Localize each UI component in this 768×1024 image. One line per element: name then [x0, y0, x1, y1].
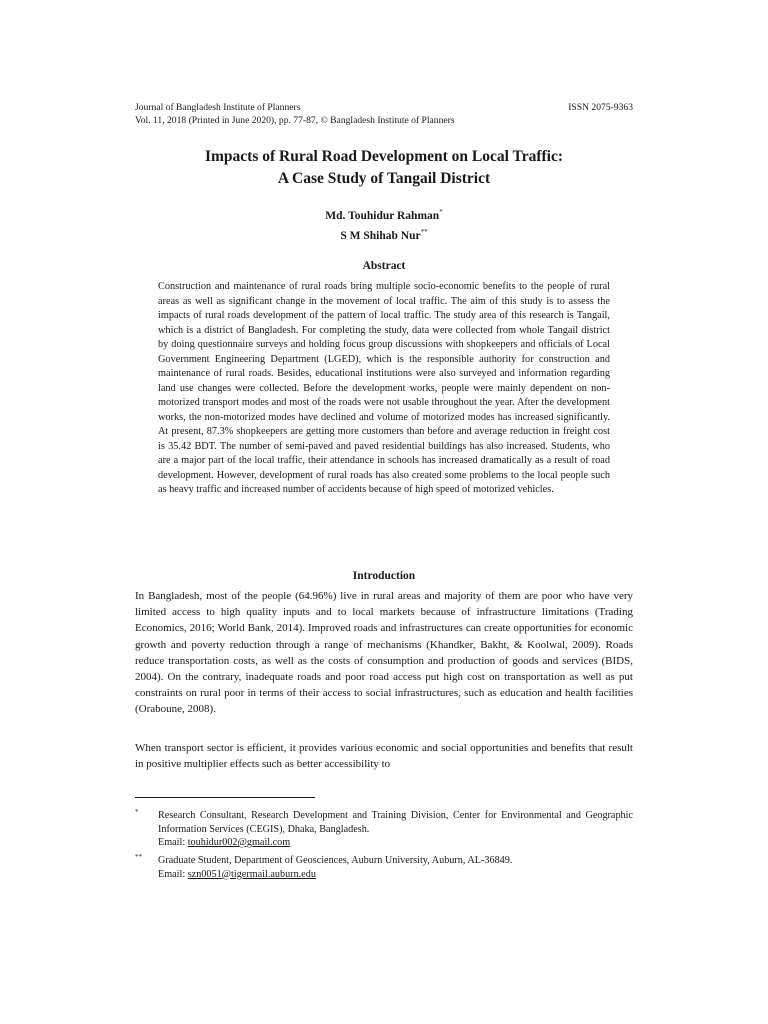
author-2: S M Shihab Nur** [340, 227, 428, 242]
author-1: Md. Touhidur Rahman* [325, 208, 443, 222]
footnote-1-email-link[interactable]: touhidur002@gmail.com [187, 837, 291, 848]
footnote-1-text: Research Consultant, Research Development and Training Division, Center for Environmental and Geographic Information Services (CEGIS), Dhaka, Bangladesh. [158, 810, 633, 835]
journal-header [135, 101, 633, 127]
author-1-footnote-mark: * [439, 208, 443, 216]
volume-line: Vol. 11, 2018 (Printed in June 2020), pp. 77-87, © Bangladesh Institute of Planners [135, 115, 455, 126]
issn: ISSN 2075-9363 [568, 102, 633, 113]
journal-name: Journal of Bangladesh Institute of Planners [135, 102, 301, 113]
footnote-2-email-link[interactable]: szn0051@tigermail.auburn.edu [187, 868, 316, 880]
intro-paragraph-2: When transport sector is efficient, it provides various economic and social opportunities and benefits that result in positive multiplier effects such as better accessibility to [135, 742, 633, 771]
footnote-2-email-label: Email: [158, 868, 188, 880]
abstract-heading: Abstract [362, 260, 406, 272]
footnote-2-text: Graduate Student, Department of Geosciences, Auburn University, Auburn, AL-36849. [158, 855, 513, 866]
footnote-2-mark: ** [135, 853, 142, 861]
footnote-1-email-label: Email: [158, 837, 188, 848]
introduction-heading: Introduction [352, 570, 416, 582]
footnote-2 [135, 854, 633, 881]
paper-title [100, 146, 668, 190]
footnote-1 [135, 809, 633, 850]
title-line-2: A Case Study of Tangail District [277, 170, 491, 187]
title-line-1: Impacts of Rural Road Development on Local Traffic: [204, 148, 564, 165]
footnote-1-mark: * [135, 808, 139, 816]
footnote-divider [135, 797, 315, 798]
author-2-footnote-mark: ** [420, 227, 428, 236]
intro-paragraph-1: In Bangladesh, most of the people (64.96%) live in rural areas and majority of them are poor who have very limited access to high quality inputs and to local markets because of infrastructure limitations (Trading Economics, 2016; World Bank, 2014). Improved roads and infrastructures can create opportunities for economic growth and poverty reduction through a range of mechanisms (Khandker, Bakht, & Koolwal, 2009). Roads reduce transportation costs, as well as the costs of consumption and production of goods and services (BIDS, 2004). On the contrary, inadequate roads and poor road access put high cost on transportation as well as put constraints on rural poor in terms of their access to social infrastructures, such as education and health facilities (Oraboune, 2008). [135, 590, 633, 716]
abstract-text: Construction and maintenance of rural roads bring multiple socio-economic benefits to the people of rural areas as well as significant change in the movement of local traffic. The aim of this study is to assess the impacts of rural roads development of the pattern of local traffic. The study area of this research is Tangail, which is a district of Bangladesh. For completing the study, data were collected from whole Tangail district by doing questionnaire surveys and holding focus group discussions with shopkeepers and officials of Local Government Engineering Department (LGED), which is the responsible authority for construction and maintenance of rural roads. Besides, educational institutions were also surveyed and information regarding land use changes were collected. Before the development works, people were mainly dependent on non-motorized transport modes and most of the roads were not usable throughout the year. After the development works, the non-motorized modes have declined and volume of motorized modes has increased significantly. At present, 87.3% shopkeepers are getting more customers than before and average reduction in freight cost is 35.42 BDT. The number of semi-paved and paved residential buildings has also increased. Students, who are a major part of the local traffic, their attendance in schools has increased dramatically as a result of road development. However, development of rural roads has also created some problems to the local people such as heavy traffic and increased number of accidents because of high speed of motorized vehicles. [158, 281, 610, 495]
author-list [100, 204, 668, 244]
